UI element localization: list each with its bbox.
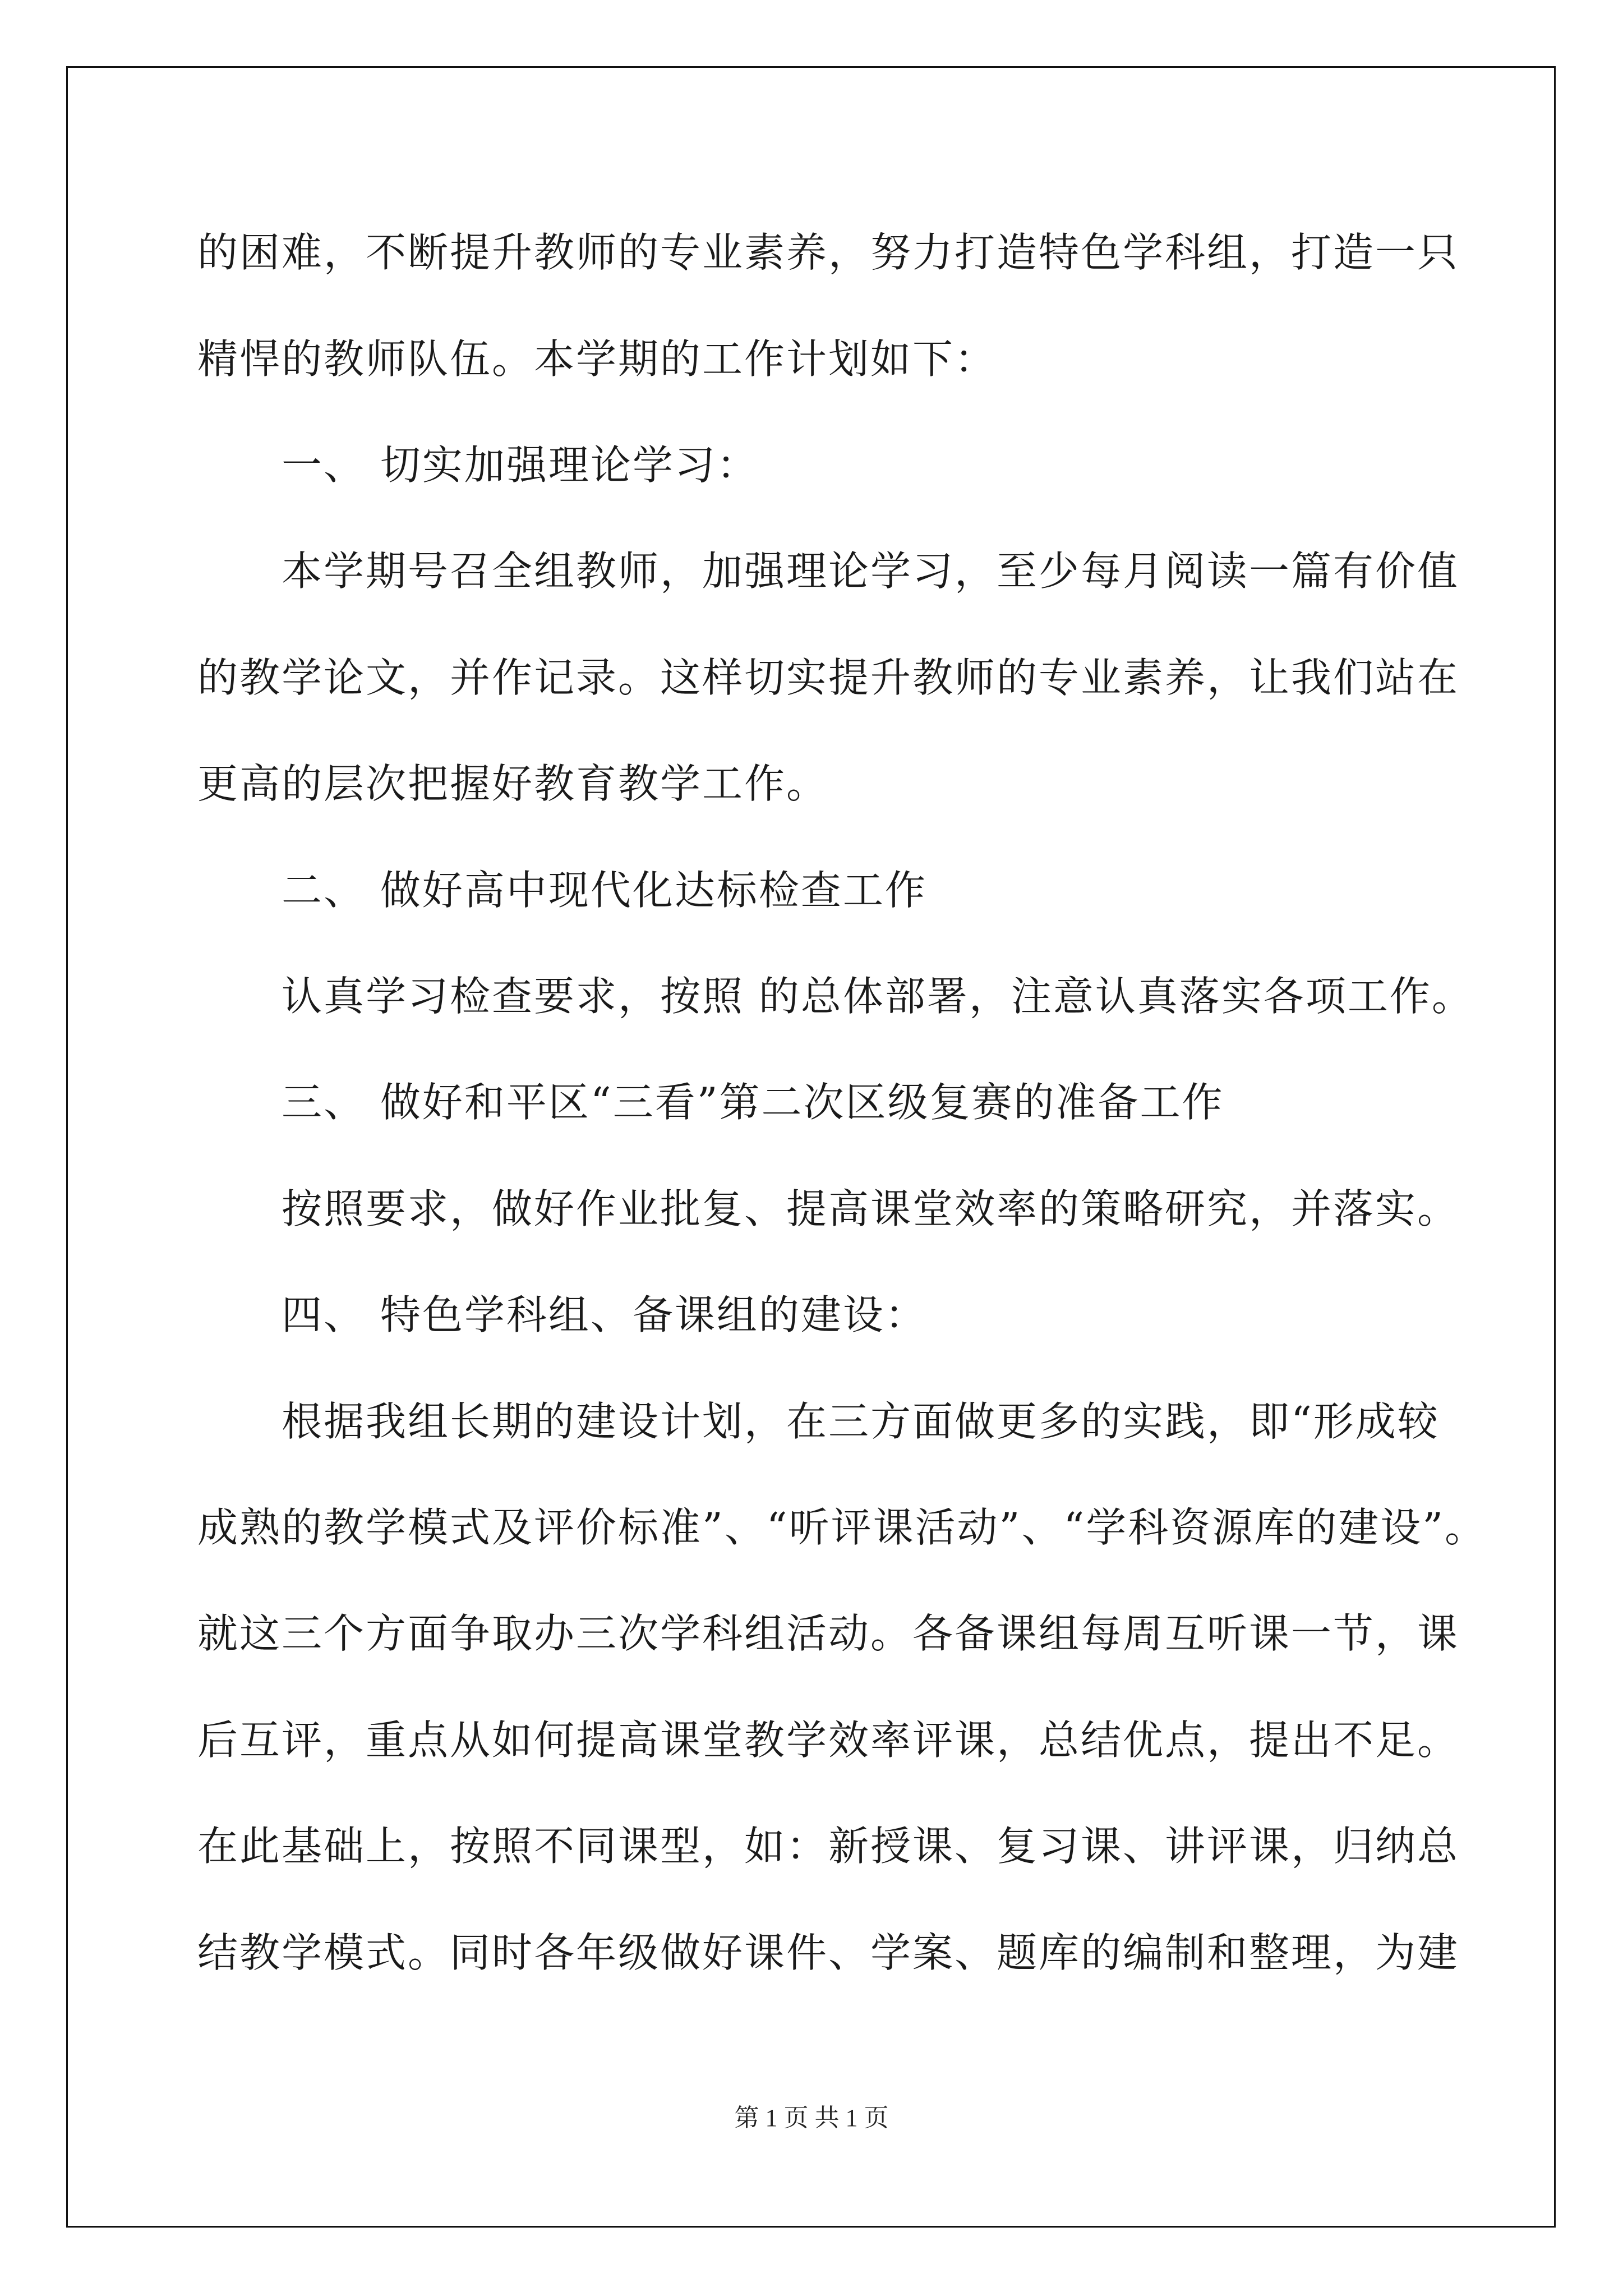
text-line: 结教学模式。同时各年级做好课件、学案、题库的编制和整理，为建 bbox=[197, 1929, 1460, 1976]
section-heading-4: 四、 特色学科组、备课组的建设： bbox=[282, 1291, 927, 1338]
text-line: 成熟的教学模式及评价标准”、“听评课活动”、“学科资源库的建设”。 bbox=[197, 1504, 1487, 1551]
page-border bbox=[66, 66, 1556, 2228]
page-number-footer: 第 1 页 共 1 页 bbox=[734, 2104, 889, 2132]
text-line: 在此基础上，按照不同课型，如：新授课、复习课、讲评课，归纳总 bbox=[197, 1823, 1460, 1870]
section-heading-3: 三、 做好和平区“三看”第二次区级复赛的准备工作 bbox=[282, 1079, 1224, 1126]
text-line: 按照要求，做好作业批复、提高课堂效率的策略研究，并落实。 bbox=[282, 1185, 1460, 1232]
section-heading-2: 二、 做好高中现代化达标检查工作 bbox=[282, 867, 927, 914]
text-line: 精悍的教师队伍。本学期的工作计划如下： bbox=[197, 335, 997, 383]
text-line: 认真学习检查要求，按照 的总体部署，注意认真落实各项工作。 bbox=[282, 973, 1474, 1020]
text-line: 的教学论文，并作记录。这样切实提升教师的专业素养，让我们站在 bbox=[197, 654, 1460, 701]
text-line: 的困难，不断提升教师的专业素养，努力打造特色学科组，打造一只 bbox=[197, 229, 1460, 276]
text-line: 就这三个方面争取办三次学科组活动。各备课组每周互听课一节，课 bbox=[197, 1610, 1460, 1657]
text-line: 后互评，重点从如何提高课堂教学效率评课，总结优点，提出不足。 bbox=[197, 1717, 1460, 1764]
text-line: 更高的层次把握好教育教学工作。 bbox=[197, 760, 829, 807]
text-line: 本学期号召全组教师，加强理论学习，至少每月阅读一篇有价值 bbox=[282, 547, 1460, 595]
section-heading-1: 一、 切实加强理论学习： bbox=[282, 441, 759, 489]
text-line: 根据我组长期的建设计划，在三方面做更多的实践，即“形成较 bbox=[282, 1398, 1440, 1445]
